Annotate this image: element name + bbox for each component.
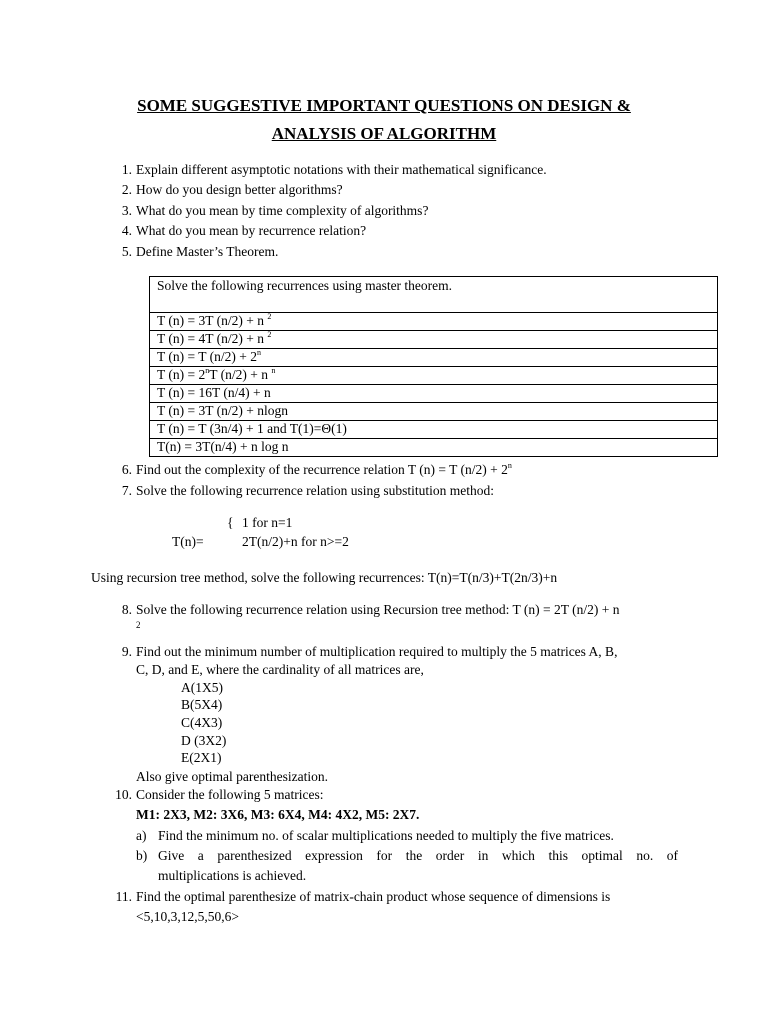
list-item: A(1X5) — [181, 680, 223, 695]
subpart-text: Find the minimum no. of scalar multiplications needed to multiply the five matrices. — [158, 828, 614, 843]
question-text: What do you mean by recurrence relation? — [136, 223, 367, 238]
page-title-line-1: SOME SUGGESTIVE IMPORTANT QUESTIONS ON DESIGN & — [137, 96, 631, 115]
question-number: 1. — [121, 162, 132, 177]
table-row — [150, 331, 718, 349]
brace: { — [227, 515, 234, 530]
question-number: 10. — [115, 787, 132, 802]
recurrence-cell: T $(n) = 2^nT$ (n/2) + n $^n$ — [150, 367, 718, 385]
list-item: B(5X4) — [181, 697, 223, 712]
subpart-label: b) — [136, 848, 148, 863]
table-header-cell: Solve the following recurrences using master theorem. — [150, 277, 718, 313]
table-row — [150, 313, 718, 331]
question-text: How do you design better algorithms? — [136, 182, 343, 197]
recurrence-cell: T (n) = 3T (n/2) + nlogn — [150, 403, 718, 421]
subpart-label: a) — [136, 828, 147, 843]
question-text: Find the optimal parenthesize of matrix-chain product whose sequence of dimensions is — [136, 889, 611, 904]
subpart-text: multiplications is achieved. — [158, 868, 307, 883]
question-number: 2. — [121, 182, 132, 197]
table-row — [150, 349, 718, 367]
question-text: Also give optimal parenthesization. — [136, 769, 328, 784]
case-1: 1 for n=1 — [242, 515, 293, 530]
question-text: Find out the complexity of the recurrence relation T (n) = T $(n/2) + 2^n$ — [136, 461, 512, 477]
question-text: Explain different asymptotic notations with their mathematical significance. — [136, 162, 547, 177]
question-text: C, D, and E, where the cardinality of all matrices are, — [136, 662, 424, 677]
question-number: 5. — [121, 244, 132, 259]
subpart-text: Give a parenthesized expression for the order in which this optimal no. of — [158, 848, 678, 863]
question-text: Define Master’s Theorem. — [136, 244, 279, 259]
subscript-2: 2 — [136, 620, 141, 630]
function-lhs: T(n)= — [172, 534, 204, 549]
list-item: D (3X2) — [181, 733, 227, 748]
question-text: Solve the following recurrence relation using Recursion tree method: T (n) = 2T (n/2) + n — [136, 602, 620, 617]
question-number: 3. — [121, 203, 132, 218]
recurrence-cell: T (n) = T (3n/4) + 1 and T(1)=Θ(1) — [150, 421, 718, 439]
question-number: 4. — [121, 223, 132, 238]
question-text: Consider the following 5 matrices: — [136, 787, 324, 802]
table-header-row — [150, 277, 718, 313]
table-row — [150, 421, 718, 439]
question-text: What do you mean by time complexity of algorithms? — [136, 203, 429, 218]
question-number: 7. — [121, 483, 132, 498]
page-title-line-2: ANALYSIS OF ALGORITHM — [271, 124, 497, 143]
list-item: E(2X1) — [181, 750, 222, 765]
question-number: 9. — [121, 644, 132, 659]
question-number: 6. — [121, 462, 132, 477]
question-text: Find out the minimum number of multiplication required to multiply the 5 matrices A, B, — [136, 644, 618, 659]
table-row — [150, 439, 718, 457]
recurrence-cell: T (n) = 4T (n/2) + n $^2$ — [150, 331, 718, 349]
recurrence-cell: T (n) = T $(n/2) + 2^n$ — [150, 349, 718, 367]
table-row — [150, 403, 718, 421]
table-row — [150, 385, 718, 403]
recurrence-cell: T (n) = 16T (n/4) + n — [150, 385, 718, 403]
table-row — [150, 367, 718, 385]
case-2: 2T(n/2)+n for n>=2 — [242, 534, 349, 549]
recurrence-cell: T (n) = 3T (n/2) + n $^2$ — [150, 313, 718, 331]
matrix-dimensions: M1: 2X3, M2: 3X6, M3: 6X4, M4: 4X2, M5: 2X7. — [136, 807, 420, 822]
list-item: C(4X3) — [181, 715, 223, 730]
recurrence-table — [149, 276, 718, 457]
question-number: 11. — [115, 889, 132, 904]
dimension-sequence: <5,10,3,12,5,50,6> — [136, 909, 239, 924]
recursion-tree-instruction: Using recursion tree method, solve the following recurrences: T(n)=T(n/3)+T(2n/3)+n — [91, 570, 558, 585]
question-text: Solve the following recurrence relation using substitution method: — [136, 483, 495, 498]
question-number: 8. — [121, 602, 132, 617]
recurrence-cell: T(n) = 3T(n/4) + n log n — [150, 439, 718, 457]
